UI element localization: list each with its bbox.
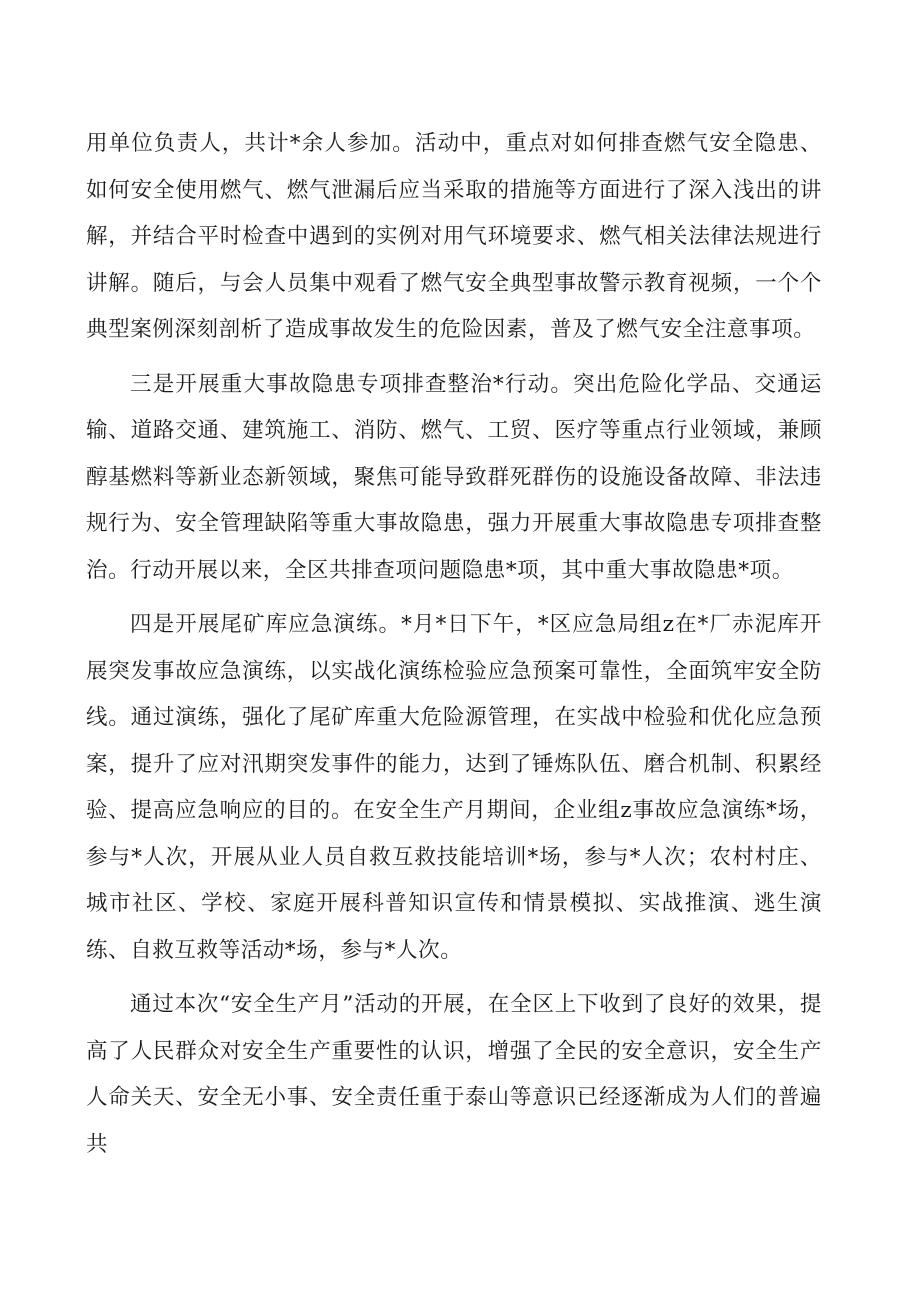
document-body <box>86 121 822 1168</box>
paragraph-4: 通过本次“安全生产月”活动的开展，在全区上下收到了良好的效果，提高了人民群众对安全生产重要性的认识，增强了全民的安全意识，安全生产人命关天、安全无小事、安全责任重于泰山等意识已经逐渐成为人们的普遍共 <box>86 992 822 1157</box>
paragraph-2: 三是开展重大事故隐患专项排查整治*行动。突出危险化学品、交通运输、道路交通、建筑施工、消防、燃气、工贸、医疗等重点行业领域，兼顾醇基燃料等新业态新领域，聚焦可能导致群死群伤的设施设备故障、非法违规行为、安全管理缺陷等重大事故隐患，强力开展重大事故隐患专项排查整治。行动开展以来，全区共排查项问题隐患*项，其中重大事故隐患*项。 <box>86 371 822 583</box>
paragraph-1: 用单位负责人，共计*余人参加。活动中，重点对如何排查燃气安全隐患、如何安全使用燃气、燃气泄漏后应当采取的措施等方面进行了深入浅出的讲解，并结合平时检查中遇到的实例对用气环境要求、燃气相关法律法规进行讲解。随后，与会人员集中观看了燃气安全典型事故警示教育视频，一个个典型案例深刻剖析了造成事故发生的危险因素，普及了燃气安全注意事项。 <box>86 131 822 342</box>
paragraph-3: 四是开展尾矿库应急演练。*月*日下午，*区应急局组z在*厂赤泥库开展突发事故应急演练，以实战化演练检验应急预案可靠性，全面筑牢安全防线。通过演练，强化了尾矿库重大危险源管理，在实战中检验和优化应急预案，提升了应对汛期突发事件的能力，达到了锤炼队伍、磨合机制、积累经验、提高应急响应的目的。在安全生产月期间，企业组z事故应急演练*场，参与*人次，开展从业人员自救互救技能培训*场，参与*人次；农村村庄、城市社区、学校、家庭开展科普知识宣传和情景模拟、实战推演、逃生演练、自救互救等活动*场，参与*人次。 <box>86 612 822 963</box>
